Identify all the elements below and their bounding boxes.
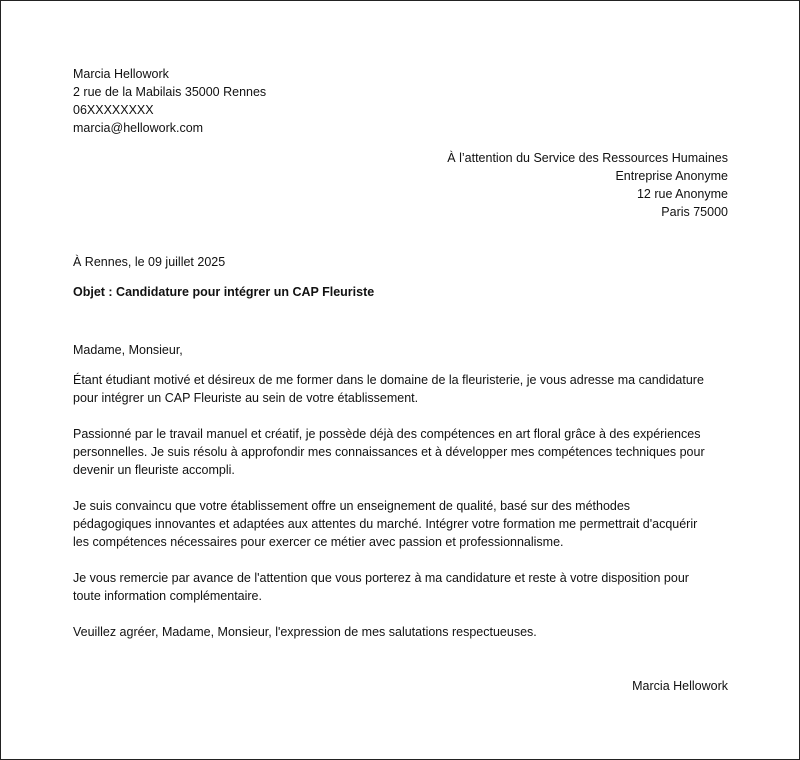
paragraph-line: Je vous remercie par avance de l'attention que vous porterez à ma candidature et reste à votre disposition pour [73, 571, 689, 585]
sender-email: marcia@hellowork.com [73, 121, 204, 135]
date-line: À Rennes, le 09 juillet 2025 [73, 255, 226, 269]
signature: Marcia Hellowork [632, 679, 728, 693]
paragraph-line: pour intégrer un CAP Fleuriste au sein de votre établissement. [73, 391, 419, 405]
recipient-street: 12 rue Anonyme [636, 187, 728, 201]
sender-address: 2 rue de la Mabilais 35000 Rennes [73, 85, 267, 99]
paragraph-line: Je suis convaincu que votre établissement offre un enseignement de qualité, basé sur des méthodes [73, 499, 631, 513]
body-paragraph [73, 569, 728, 605]
paragraph-line: les compétences nécessaires pour exercer ce métier avec passion et professionnalisme. [73, 535, 564, 549]
body-paragraph [73, 425, 728, 479]
recipient-city: Paris 75000 [661, 205, 728, 219]
sender-block [73, 65, 728, 137]
paragraph-line: Étant étudiant motivé et désireux de me former dans le domaine de la fleuristerie, je vous adresse ma candidature [73, 373, 704, 387]
sender-phone: 06XXXXXXXX [73, 103, 154, 117]
paragraph-line: personnelles. Je suis résolu à approfondir mes connaissances et à développer mes compétences techniques pour [73, 445, 705, 459]
recipient-block [73, 149, 728, 221]
closing-formula: Veuillez agréer, Madame, Monsieur, l'expression de mes salutations respectueuses. [73, 625, 537, 639]
body-paragraph [73, 371, 728, 407]
sender-name: Marcia Hellowork [73, 67, 169, 81]
paragraph-line: pédagogiques innovantes et adaptées aux attentes du marché. Intégrer votre formation me permettrait d'acquérir [73, 517, 698, 531]
letter-content [73, 65, 728, 695]
subject-line: Objet : Candidature pour intégrer un CAP Fleuriste [73, 285, 375, 299]
recipient-company: Entreprise Anonyme [615, 169, 728, 183]
paragraph-line: toute information complémentaire. [73, 589, 262, 603]
paragraph-line: Passionné par le travail manuel et créatif, je possède déjà des compétences en art floral grâce à des expériences [73, 427, 701, 441]
body-paragraph [73, 497, 728, 551]
recipient-attention: À l’attention du Service des Ressources Humaines [447, 151, 728, 165]
paragraph-line: devenir un fleuriste accompli. [73, 463, 235, 477]
salutation: Madame, Monsieur, [73, 343, 183, 357]
